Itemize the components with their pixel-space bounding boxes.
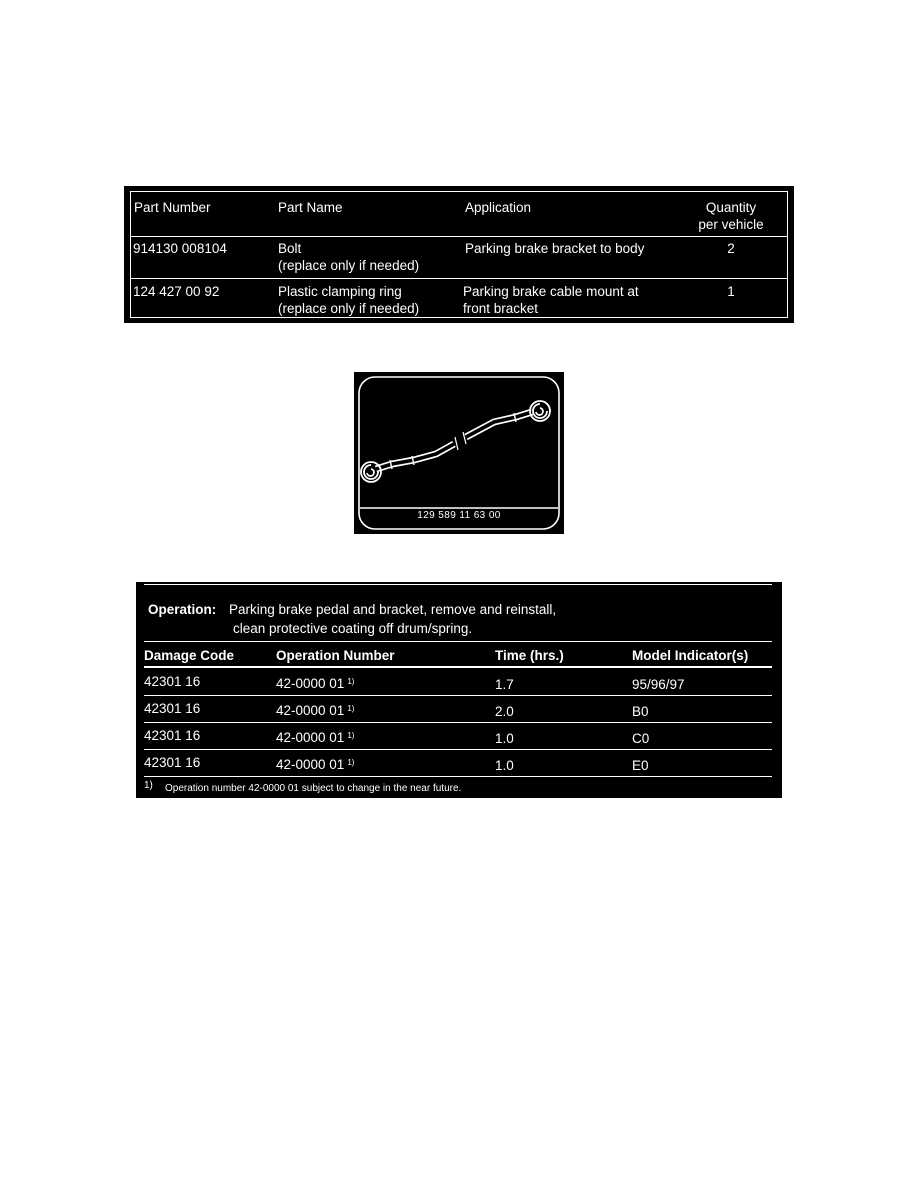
operation-table — [136, 582, 782, 798]
op-row-1-model: 95/96/97 — [632, 677, 685, 692]
header-damage-code: Damage Code — [144, 648, 235, 663]
parts-header-quantity: Quantity per vehicle — [698, 200, 764, 232]
operation-header-bottom-rule — [144, 666, 772, 668]
op-row-2-model: B0 — [632, 704, 649, 719]
op-row-4-rule — [144, 776, 772, 777]
op-row-3-model: C0 — [632, 731, 650, 746]
op-row-3-operation-number: 42-0000 01 $^{1)}$ — [276, 730, 355, 745]
parts-row-divider — [131, 278, 787, 279]
op-row-3-damage-code: 42301 16 — [144, 728, 201, 743]
op-row-1-time: 1.7 — [495, 677, 514, 692]
parts-header-application: Application — [465, 200, 532, 215]
parts-row-1-quantity: 2 — [727, 241, 735, 256]
footnote-text: Operation number 42-0000 01 subject to change in the near future. — [165, 783, 462, 794]
operation-description-line2: clean protective coating off drum/spring. — [233, 621, 473, 636]
op-row-4-operation-number: 42-0000 01 $^{1)}$ — [276, 757, 355, 772]
parking-brake-cable-illustration — [354, 372, 564, 534]
op-row-3-time: 1.0 — [495, 731, 514, 746]
operation-label: Operation: — [148, 602, 217, 617]
illustration-caption: 129 589 11 63 00 — [417, 510, 501, 521]
operation-description-line1: Parking brake pedal and bracket, remove and reinstall, — [229, 602, 557, 617]
parts-header-part-number: Part Number — [134, 200, 211, 215]
op-row-3-rule — [144, 749, 772, 750]
operation-top-rule — [144, 584, 772, 585]
op-row-1-damage-code: 42301 16 — [144, 674, 201, 689]
op-row-2-damage-code: 42301 16 — [144, 701, 201, 716]
op-row-2-rule — [144, 722, 772, 723]
op-row-2-operation-number: 42-0000 01 $^{1)}$ — [276, 703, 355, 718]
parts-row-2-application: Parking brake cable mount at front bracket — [463, 284, 639, 316]
header-time: Time (hrs.) — [495, 648, 564, 663]
cable-icon — [376, 412, 532, 469]
operation-header-top-rule — [144, 641, 772, 642]
op-row-1-rule — [144, 695, 772, 696]
header-model-indicator: Model Indicator(s) — [632, 648, 749, 663]
parts-row-2-part-name: Plastic clamping ring (replace only if needed) — [278, 284, 420, 316]
footnote-marker: 1) — [144, 780, 153, 791]
parts-table-frame — [130, 191, 788, 318]
right-end-fitting-icon — [530, 401, 550, 421]
parts-row-1-part-number: 914130 008104 — [133, 241, 227, 256]
parts-row-2-part-number: 124 427 00 92 — [133, 284, 220, 299]
op-row-4-damage-code: 42301 16 — [144, 755, 201, 770]
parts-header-divider — [131, 236, 787, 237]
parts-table — [124, 186, 794, 323]
op-row-4-time: 1.0 — [495, 758, 514, 773]
parts-row-2-quantity: 1 — [727, 284, 735, 299]
header-operation-number: Operation Number — [276, 648, 395, 663]
op-row-4-model: E0 — [632, 758, 649, 773]
left-end-fitting-icon — [361, 462, 381, 482]
op-row-2-time: 2.0 — [495, 704, 514, 719]
parts-row-1-application: Parking brake bracket to body — [465, 241, 645, 256]
parts-row-1-part-name: Bolt (replace only if needed) — [278, 241, 420, 273]
parts-header-part-name: Part Name — [278, 200, 343, 215]
op-row-1-operation-number: 42-0000 01 $^{1)}$ — [276, 676, 355, 691]
